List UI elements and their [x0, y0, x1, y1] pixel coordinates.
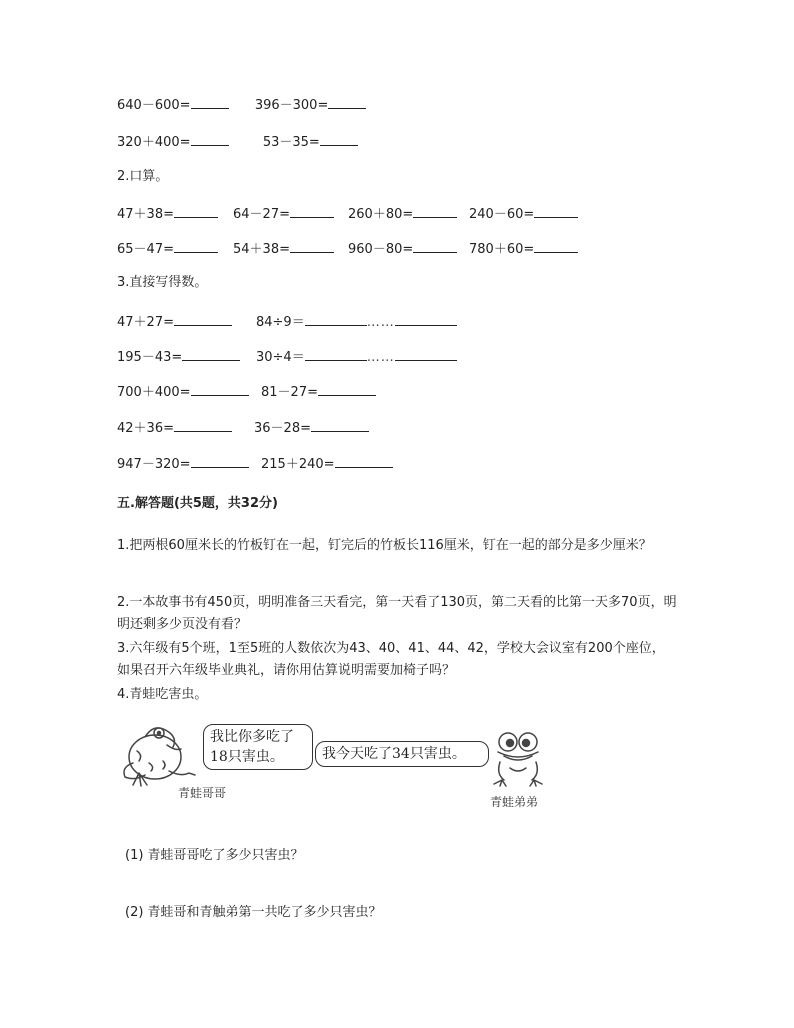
calc-item: [469, 204, 578, 224]
expression: 960－80=: [348, 242, 414, 257]
expression: 30÷4＝: [256, 350, 305, 365]
calc-item: [469, 239, 578, 259]
quotient-blank[interactable]: [305, 347, 367, 361]
big-frog-illustration: [115, 715, 205, 790]
expression: 195－43=: [117, 350, 183, 365]
answer-blank[interactable]: [174, 204, 218, 218]
answer-blank[interactable]: [328, 95, 366, 109]
calc-item: [256, 347, 457, 367]
answer-blank[interactable]: [290, 204, 334, 218]
expression: 47＋27=: [117, 315, 174, 330]
expression: 947－320=: [117, 457, 191, 472]
calc-item: [117, 239, 218, 259]
answer-blank[interactable]: [311, 418, 369, 432]
calc-item: [256, 312, 457, 332]
expression: 780＋60=: [469, 242, 535, 257]
expression: 65－47=: [117, 242, 174, 257]
word-problem: 3.六年级有5个班，1至5班的人数依次为43、40、41、44、42，学校大会议室有200个座位，如果召开六年级毕业典礼，请你用估算说明需要加椅子吗？: [117, 641, 665, 678]
calc-item: [254, 418, 369, 438]
small-frog-speech-bubble: 我今天吃了34只害虫。: [315, 741, 489, 767]
calc-item: [233, 239, 334, 259]
expression: 81－27=: [261, 385, 318, 400]
expression: 64－27=: [233, 207, 290, 222]
calc-row: [117, 95, 366, 115]
speech-line: 我比你多吃了: [210, 729, 294, 745]
big-frog-speech-bubble: [203, 724, 313, 770]
small-frog-illustration: [484, 728, 554, 790]
expression: 54＋38=: [233, 242, 290, 257]
expression: 640－600=: [117, 98, 191, 113]
answer-blank[interactable]: [413, 204, 457, 218]
calc-item: [117, 382, 249, 402]
expression: 215＋240=: [261, 457, 335, 472]
answer-blank[interactable]: [335, 454, 393, 468]
answer-blank[interactable]: [191, 95, 229, 109]
calc-item: [348, 239, 457, 259]
sub-question: (1) 青蛙哥哥吃了多少只害虫？: [125, 848, 304, 863]
answer-blank[interactable]: [182, 347, 240, 361]
calc-item: [261, 454, 393, 474]
calc-item: [117, 347, 240, 367]
answer-blank[interactable]: [534, 204, 578, 218]
section-title: 2.口算。: [117, 169, 169, 184]
expression: 47＋38=: [117, 207, 174, 222]
word-problem: 1.把两根60厘米长的竹板钉在一起，钉完后的竹板长116厘米，钉在一起的部分是多少厘米？: [117, 538, 652, 553]
expression: 42＋36=: [117, 421, 174, 436]
expression: 53－35=: [262, 135, 320, 150]
expression: 320＋400=: [117, 135, 191, 150]
answer-blank[interactable]: [290, 239, 334, 253]
calc-item: [117, 454, 249, 474]
answer-blank[interactable]: [191, 454, 249, 468]
expression: 36－28=: [254, 421, 311, 436]
calc-item: [348, 204, 457, 224]
remainder-blank[interactable]: [395, 312, 457, 326]
word-problem: 4.青蛙吃害虫。: [117, 687, 208, 702]
answer-blank[interactable]: [413, 239, 457, 253]
expression: 700＋400=: [117, 385, 191, 400]
calc-item: [117, 204, 218, 224]
remainder-blank[interactable]: [395, 347, 457, 361]
answer-blank[interactable]: [174, 312, 232, 326]
calc-row: [117, 132, 358, 152]
answer-blank[interactable]: [174, 239, 218, 253]
expression: 84÷9＝: [256, 315, 305, 330]
calc-item: [233, 204, 334, 224]
section-heading: 五.解答题(共5题，共32分): [117, 496, 278, 511]
small-frog-caption: 青蛙弟弟: [490, 795, 539, 809]
quotient-blank[interactable]: [305, 312, 367, 326]
calc-item: [117, 418, 232, 438]
section-title: 3.直接写得数。: [117, 275, 208, 290]
answer-blank[interactable]: [318, 382, 376, 396]
answer-blank[interactable]: [191, 382, 249, 396]
answer-blank[interactable]: [320, 132, 358, 146]
speech-line: 18只害虫。: [210, 749, 284, 765]
expression: 396－300=: [254, 98, 329, 113]
remainder-dots: ……: [366, 315, 395, 330]
sub-question: (2) 青蛙哥和青触弟第一共吃了多少只害虫？: [125, 905, 382, 920]
answer-blank[interactable]: [174, 418, 232, 432]
expression: 240－60=: [469, 207, 535, 222]
answer-blank[interactable]: [191, 132, 229, 146]
expression: 260＋80=: [348, 207, 414, 222]
calc-item: [261, 382, 376, 402]
answer-blank[interactable]: [534, 239, 578, 253]
big-frog-caption: 青蛙哥哥: [178, 786, 227, 800]
remainder-dots: ……: [366, 350, 395, 365]
calc-item: [117, 312, 232, 332]
word-problem: 2.一本故事书有450页，明明准备三天看完，第一天看了130页，第二天看的比第一天多70页，明明还剩多少页没有看？: [117, 595, 677, 632]
